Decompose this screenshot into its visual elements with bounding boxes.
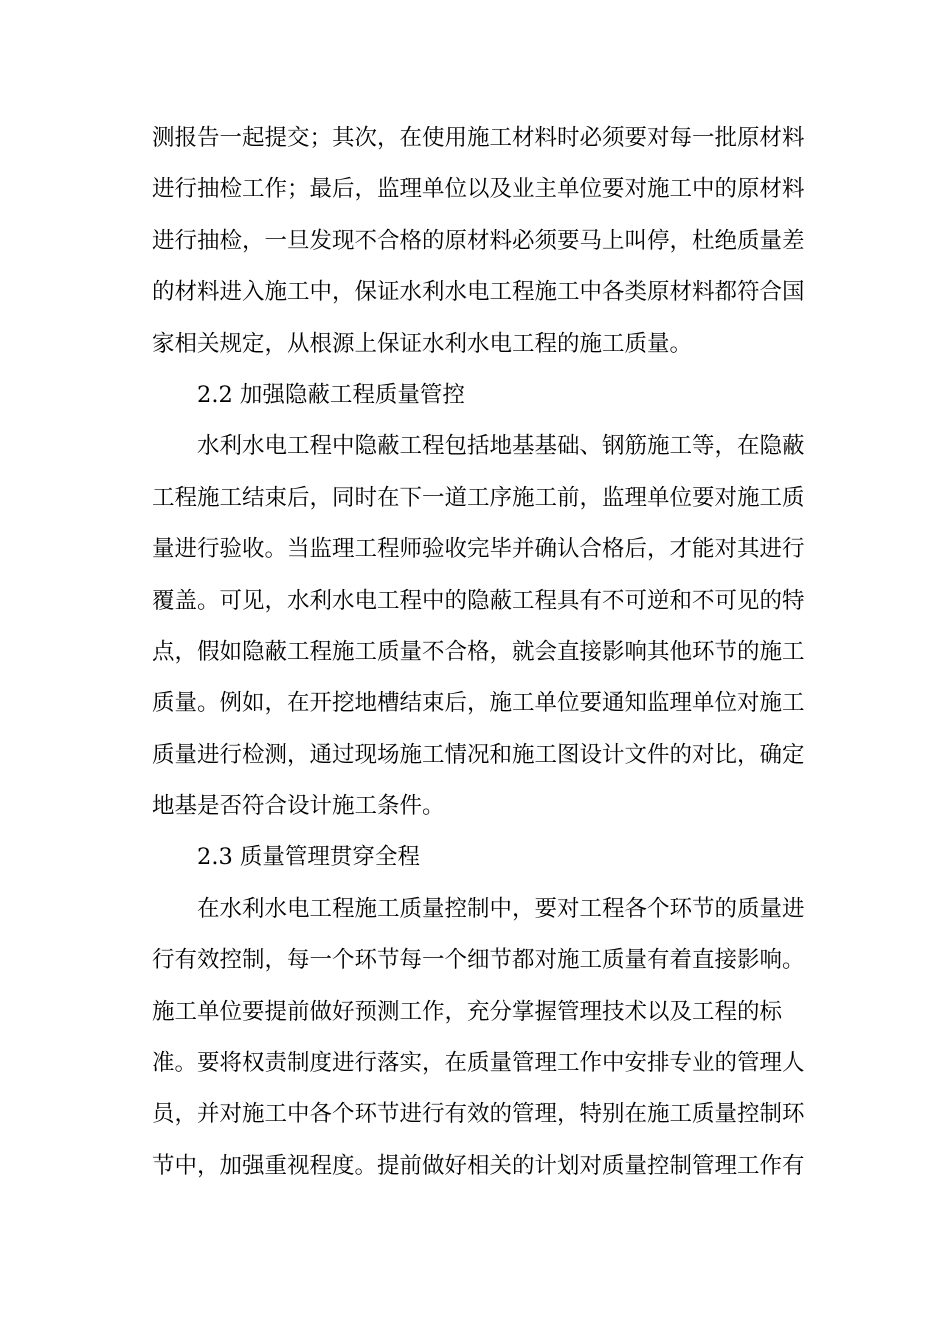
- text-line: 家相关规定，从根源上保证水利水电工程的施工质量。: [152, 330, 693, 357]
- document-body: [152, 113, 805, 1192]
- text-line: 覆盖。可见，水利水电工程中的隐蔽工程具有不可逆和不可见的特: [152, 587, 805, 614]
- text-line: 量进行验收。当监理工程师验收完毕并确认合格后，才能对其进行: [152, 536, 805, 563]
- text-line: 进行抽检，一旦发现不合格的原材料必须要马上叫停，杜绝质量差: [152, 227, 805, 254]
- text-line: 点，假如隐蔽工程施工质量不合格，就会直接影响其他环节的施工: [152, 638, 805, 665]
- text-line: 质量。例如，在开挖地槽结束后，施工单位要通知监理单位对施工: [152, 690, 805, 717]
- paragraph-first-line: 在水利水电工程施工质量控制中，要对工程各个环节的质量进: [197, 895, 805, 922]
- text-line: 节中，加强重视程度。提前做好相关的计划对质量控制管理工作有: [152, 1152, 805, 1179]
- text-line: 行有效控制，每一个环节每一个细节都对施工质量有着直接影响。: [152, 947, 805, 974]
- text-line: 员，并对施工中各个环节进行有效的管理，特别在施工质量控制环: [152, 1101, 805, 1128]
- section-heading-2-2: 2.2 加强隐蔽工程质量管控: [197, 381, 465, 408]
- text-line: 的材料进入施工中，保证水利水电工程施工中各类原材料都符合国: [152, 279, 805, 306]
- paragraph-first-line: 水利水电工程中隐蔽工程包括地基基础、钢筋施工等，在隐蔽: [197, 433, 805, 460]
- text-line: 地基是否符合设计施工条件。: [152, 793, 445, 820]
- text-line: 测报告一起提交；其次，在使用施工材料时必须要对每一批原材料: [152, 125, 805, 151]
- text-line: 质量进行检测，通过现场施工情况和施工图设计文件的对比，确定: [152, 741, 805, 768]
- text-line: 进行抽检工作；最后，监理单位以及业主单位要对施工中的原材料: [152, 176, 805, 203]
- section-heading-2-3: 2.3 质量管理贯穿全程: [197, 844, 420, 871]
- text-line: 施工单位要提前做好预测工作，充分掌握管理技术以及工程的标: [152, 998, 783, 1025]
- text-line: 工程施工结束后，同时在下一道工序施工前，监理单位要对施工质: [152, 484, 805, 511]
- text-line: 准。要将权责制度进行落实，在质量管理工作中安排专业的管理人: [152, 1050, 805, 1077]
